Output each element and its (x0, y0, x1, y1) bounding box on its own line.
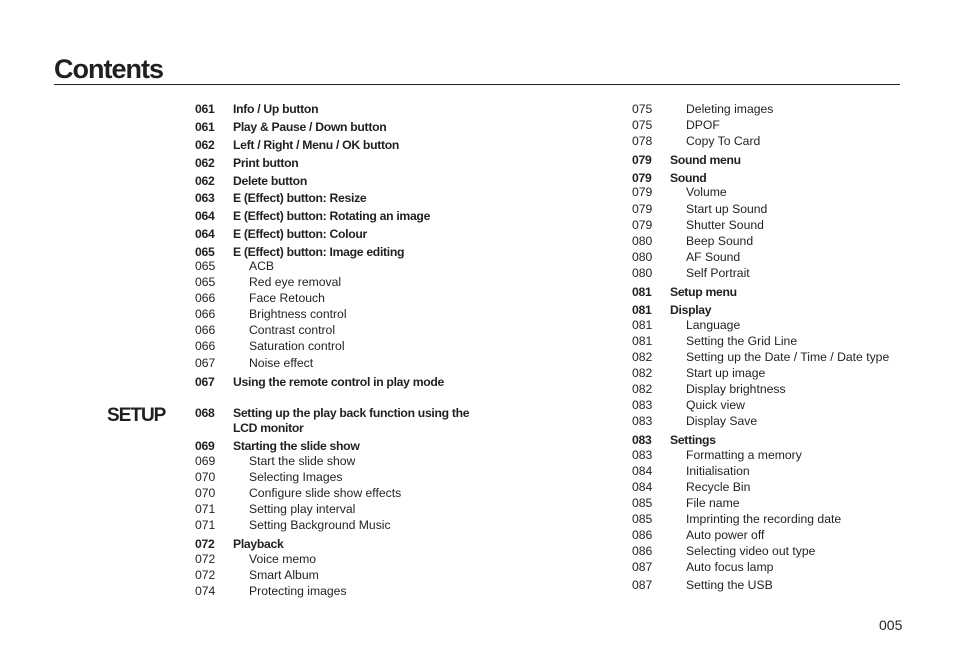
toc-entry[interactable] (195, 307, 347, 322)
toc-entry[interactable] (632, 285, 737, 300)
toc-page-number: 079 (632, 185, 653, 199)
toc-page-number: 067 (195, 375, 215, 389)
toc-page-number: 083 (632, 448, 653, 462)
toc-entry[interactable] (632, 512, 841, 527)
toc-entry-title: Play & Pause / Down button (233, 120, 387, 134)
toc-entry[interactable] (632, 528, 764, 543)
toc-page-number: 082 (632, 382, 653, 396)
toc-entry[interactable] (632, 382, 786, 397)
title-divider (54, 84, 900, 85)
toc-entry-title: AF Sound (686, 250, 741, 264)
toc-entry[interactable] (632, 318, 740, 333)
toc-entry-title: Start up image (686, 366, 766, 380)
toc-entry-title: Smart Album (249, 568, 319, 582)
toc-entry[interactable] (632, 102, 773, 117)
toc-entry[interactable] (195, 584, 347, 599)
toc-entry[interactable] (632, 171, 706, 186)
toc-entry[interactable] (195, 356, 313, 371)
toc-page-number: 079 (632, 171, 652, 185)
toc-entry-title: Setting play interval (249, 502, 356, 516)
toc-entry[interactable] (632, 202, 767, 217)
toc-entry-title: Info / Up button (233, 102, 319, 116)
toc-entry[interactable] (195, 470, 343, 485)
toc-entry-title: Protecting images (249, 584, 347, 598)
toc-entry[interactable] (195, 323, 335, 338)
section-label: SETUP (107, 405, 166, 426)
toc-entry[interactable] (195, 291, 325, 306)
toc-page-number: 065 (195, 275, 216, 289)
toc-page-number: 063 (195, 191, 215, 205)
toc-page-number: 072 (195, 537, 215, 551)
toc-entry[interactable] (195, 518, 391, 533)
toc-entry-title: Settings (670, 433, 716, 447)
toc-entry[interactable] (632, 153, 741, 168)
toc-entry-title: Sound (670, 171, 707, 185)
toc-entry[interactable] (632, 118, 720, 133)
toc-entry-title: Configure slide show effects (249, 486, 402, 500)
toc-entry[interactable] (632, 398, 745, 413)
toc-page-number: 064 (195, 227, 215, 241)
toc-entry-title: Delete button (233, 174, 307, 188)
toc-entry[interactable] (632, 544, 815, 559)
toc-entry[interactable] (195, 209, 430, 224)
toc-entry[interactable] (195, 339, 345, 354)
toc-entry-title: Sound menu (670, 153, 741, 167)
toc-entry[interactable] (632, 560, 773, 575)
toc-page-number: 081 (632, 318, 653, 332)
toc-entry-title: Selecting video out type (686, 544, 816, 558)
toc-entry[interactable] (195, 454, 355, 469)
toc-entry-title: Auto power off (686, 528, 765, 542)
toc-page-number: 062 (195, 138, 215, 152)
toc-entry[interactable] (632, 480, 750, 495)
toc-entry-title: Voice memo (249, 552, 317, 566)
toc-page-number: 082 (632, 350, 653, 364)
toc-entry[interactable] (632, 218, 764, 233)
toc-page-number: 066 (195, 307, 216, 321)
toc-entry[interactable] (195, 537, 283, 552)
toc-page-number: 061 (195, 102, 215, 116)
toc-entry-title: Imprinting the recording date (686, 512, 842, 526)
toc-entry-title: Contrast control (249, 323, 336, 337)
toc-entry[interactable] (195, 138, 399, 153)
toc-entry[interactable] (195, 552, 316, 567)
toc-entry[interactable] (632, 366, 765, 381)
toc-entry[interactable] (632, 464, 750, 479)
toc-entry[interactable] (632, 266, 750, 281)
toc-page-number: 084 (632, 480, 653, 494)
toc-entry-title: Initialisation (686, 464, 750, 478)
toc-entry[interactable] (195, 439, 360, 454)
toc-page-number: 078 (632, 134, 653, 148)
toc-page-number: 080 (632, 234, 653, 248)
toc-entry[interactable] (632, 496, 740, 511)
toc-entry-title: E (Effect) button: Rotating an image (233, 209, 431, 223)
toc-page-number: 066 (195, 339, 216, 353)
toc-page-number: 079 (632, 202, 653, 216)
toc-page-number: 087 (632, 560, 653, 574)
toc-entry-title: Self Portrait (686, 266, 750, 280)
toc-entry[interactable] (195, 406, 473, 436)
toc-entry-title: Display Save (686, 414, 758, 428)
toc-page-number: 083 (632, 398, 653, 412)
toc-page-number: 062 (195, 156, 215, 170)
toc-entry-title: Volume (686, 185, 727, 199)
toc-page-number: 083 (632, 433, 652, 447)
toc-entry[interactable] (195, 120, 386, 135)
toc-entry[interactable] (632, 350, 889, 365)
toc-entry[interactable] (195, 191, 366, 206)
toc-page-number: 085 (632, 512, 653, 526)
toc-page-number: 062 (195, 174, 215, 188)
toc-entry-title: Setting Background Music (249, 518, 391, 532)
toc-page-number: 074 (195, 584, 216, 598)
toc-entry-title: Print button (233, 156, 299, 170)
toc-page-number: 087 (632, 578, 653, 592)
toc-page-number: 070 (195, 470, 216, 484)
toc-entry-title: Recycle Bin (686, 480, 751, 494)
toc-page-number: 081 (632, 334, 653, 348)
toc-entry-title: DPOF (686, 118, 720, 132)
toc-page-number: 061 (195, 120, 215, 134)
toc-entry-title: Selecting Images (249, 470, 343, 484)
toc-entry-title: Display brightness (686, 382, 786, 396)
toc-entry[interactable] (195, 275, 341, 290)
toc-entry[interactable] (195, 156, 298, 171)
toc-entry-title: Auto focus lamp (686, 560, 774, 574)
toc-page-number: 075 (632, 102, 653, 116)
toc-entry-title: Quick view (686, 398, 745, 412)
toc-entry-title: E (Effect) button: Resize (233, 191, 367, 205)
page-title: Contents (54, 54, 163, 84)
toc-entry-title: Setting up the Date / Time / Date type (686, 350, 890, 364)
toc-entry-title: Setup menu (670, 285, 737, 299)
toc-entry[interactable] (195, 174, 307, 189)
toc-entry-title: Copy To Card (686, 134, 761, 148)
toc-page-number: 085 (632, 496, 653, 510)
toc-page-number: 081 (632, 303, 652, 317)
toc-entry-title: Setting up the play back function using the LCD monitor (233, 406, 470, 435)
toc-entry-title: Setting the Grid Line (686, 334, 798, 348)
toc-entry-title: Brightness control (249, 307, 347, 321)
toc-entry[interactable] (632, 134, 760, 149)
toc-entry-title: Using the remote control in play mode (233, 375, 445, 389)
toc-page-number: 086 (632, 528, 653, 542)
toc-page-number: 067 (195, 356, 216, 370)
toc-entry-title: Beep Sound (686, 234, 754, 248)
toc-entry[interactable] (632, 433, 716, 448)
page-number: 005 (879, 617, 903, 633)
toc-entry[interactable] (195, 102, 318, 117)
toc-entry[interactable] (632, 334, 797, 349)
toc-entry-title: Language (686, 318, 741, 332)
toc-entry-title: Saturation control (249, 339, 345, 353)
toc-entry-title: Left / Right / Menu / OK button (233, 138, 400, 152)
toc-entry-title: Deleting images (686, 102, 774, 116)
toc-entry-title: Setting the USB (686, 578, 773, 592)
toc-page-number: 083 (632, 414, 653, 428)
toc-page-number: 071 (195, 502, 216, 516)
toc-page-number: 080 (632, 266, 653, 280)
toc-entry[interactable] (632, 303, 711, 318)
toc-entry-title: Display (670, 303, 712, 317)
toc-page-number: 065 (195, 245, 215, 259)
toc-entry[interactable] (195, 502, 355, 517)
toc-page-number: 069 (195, 454, 216, 468)
toc-page-number: 064 (195, 209, 215, 223)
toc-page-number: 066 (195, 323, 216, 337)
toc-entry-title: ACB (249, 259, 275, 273)
toc-page-number: 072 (195, 568, 216, 582)
toc-entry[interactable] (195, 486, 401, 501)
toc-entry-title: E (Effect) button: Image editing (233, 245, 405, 259)
toc-entry[interactable] (195, 375, 444, 390)
toc-entry-title: E (Effect) button: Colour (233, 227, 367, 241)
toc-entry-title: Start up Sound (686, 202, 768, 216)
toc-page-number: 069 (195, 439, 215, 453)
toc-entry-title: Playback (233, 537, 284, 551)
toc-entry[interactable] (195, 259, 274, 274)
toc-page-number: 079 (632, 153, 652, 167)
toc-page-number: 072 (195, 552, 216, 566)
toc-page-number: 068 (195, 406, 215, 420)
toc-entry[interactable] (632, 185, 727, 200)
toc-page-number: 081 (632, 285, 652, 299)
toc-entry[interactable] (195, 568, 319, 583)
toc-entry[interactable] (195, 245, 404, 260)
toc-page-number: 082 (632, 366, 653, 380)
toc-page-number: 079 (632, 218, 653, 232)
toc-page-number: 071 (195, 518, 216, 532)
toc-entry[interactable] (632, 578, 773, 593)
toc-entry[interactable] (632, 414, 757, 429)
toc-entry[interactable] (632, 448, 802, 463)
toc-page-number: 066 (195, 291, 216, 305)
toc-entry-title: File name (686, 496, 740, 510)
toc-entry[interactable] (632, 234, 753, 249)
toc-entry-title: Formatting a memory (686, 448, 802, 462)
toc-page-number: 084 (632, 464, 653, 478)
toc-entry-title: Starting the slide show (233, 439, 360, 453)
toc-page-number: 080 (632, 250, 653, 264)
toc-entry-title: Shutter Sound (686, 218, 764, 232)
toc-page-number: 075 (632, 118, 653, 132)
toc-entry[interactable] (632, 250, 740, 265)
toc-entry-title: Start the slide show (249, 454, 356, 468)
toc-page-number: 065 (195, 259, 216, 273)
toc-entry-title: Face Retouch (249, 291, 325, 305)
toc-entry-title: Noise effect (249, 356, 314, 370)
toc-entry[interactable] (195, 227, 367, 242)
toc-page-number: 086 (632, 544, 653, 558)
toc-page-number: 070 (195, 486, 216, 500)
toc-entry-title: Red eye removal (249, 275, 342, 289)
